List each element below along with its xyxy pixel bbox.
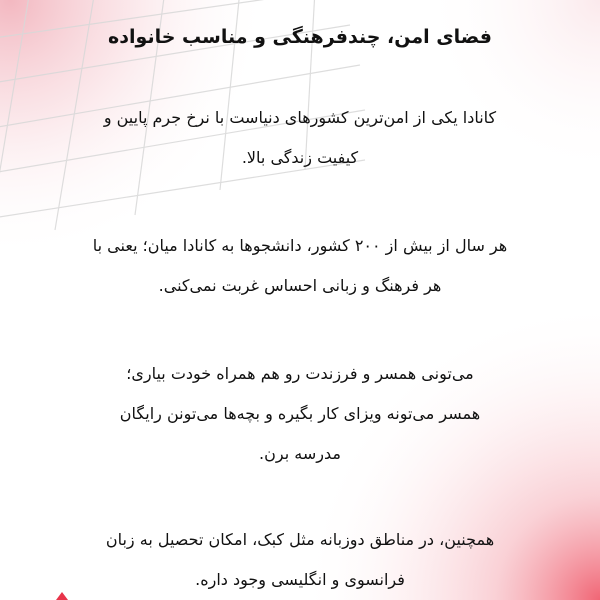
paragraph-family [20,354,580,474]
paragraph-line: هر سال از بیش از ۲۰۰ کشور، دانشجوها به کانادا میان؛ یعنی با [92,236,508,255]
paragraph-safety [20,98,580,178]
paragraph-line: کیفیت زندگی بالا. [241,148,359,167]
paragraph-bilingual [20,520,580,600]
paragraph-line: می‌تونی همسر و فرزندت رو هم همراه خودت بیاری؛ [126,364,474,383]
paragraph-line: مدرسه برن. [259,444,341,463]
paragraph-line: فرانسوی و انگلیسی وجود داره. [195,570,405,589]
paragraph-line: کانادا یکی از امن‌ترین کشورهای دنیاست با نرخ جرم پایین و [103,108,497,127]
paragraph-line: همسر می‌تونه ویزای کار بگیره و بچه‌ها می‌تونن رایگان [119,404,481,423]
paragraph-line: هر فرهنگ و زبانی احساس غربت نمی‌کنی. [158,276,442,295]
paragraph-multicultural [20,226,580,306]
paragraph-line: همچنین، در مناطق دوزبانه مثل کبک، امکان تحصیل به زبان [105,530,495,549]
slide-title: فضای امن، چندفرهنگی و مناسب خانواده [108,26,492,48]
